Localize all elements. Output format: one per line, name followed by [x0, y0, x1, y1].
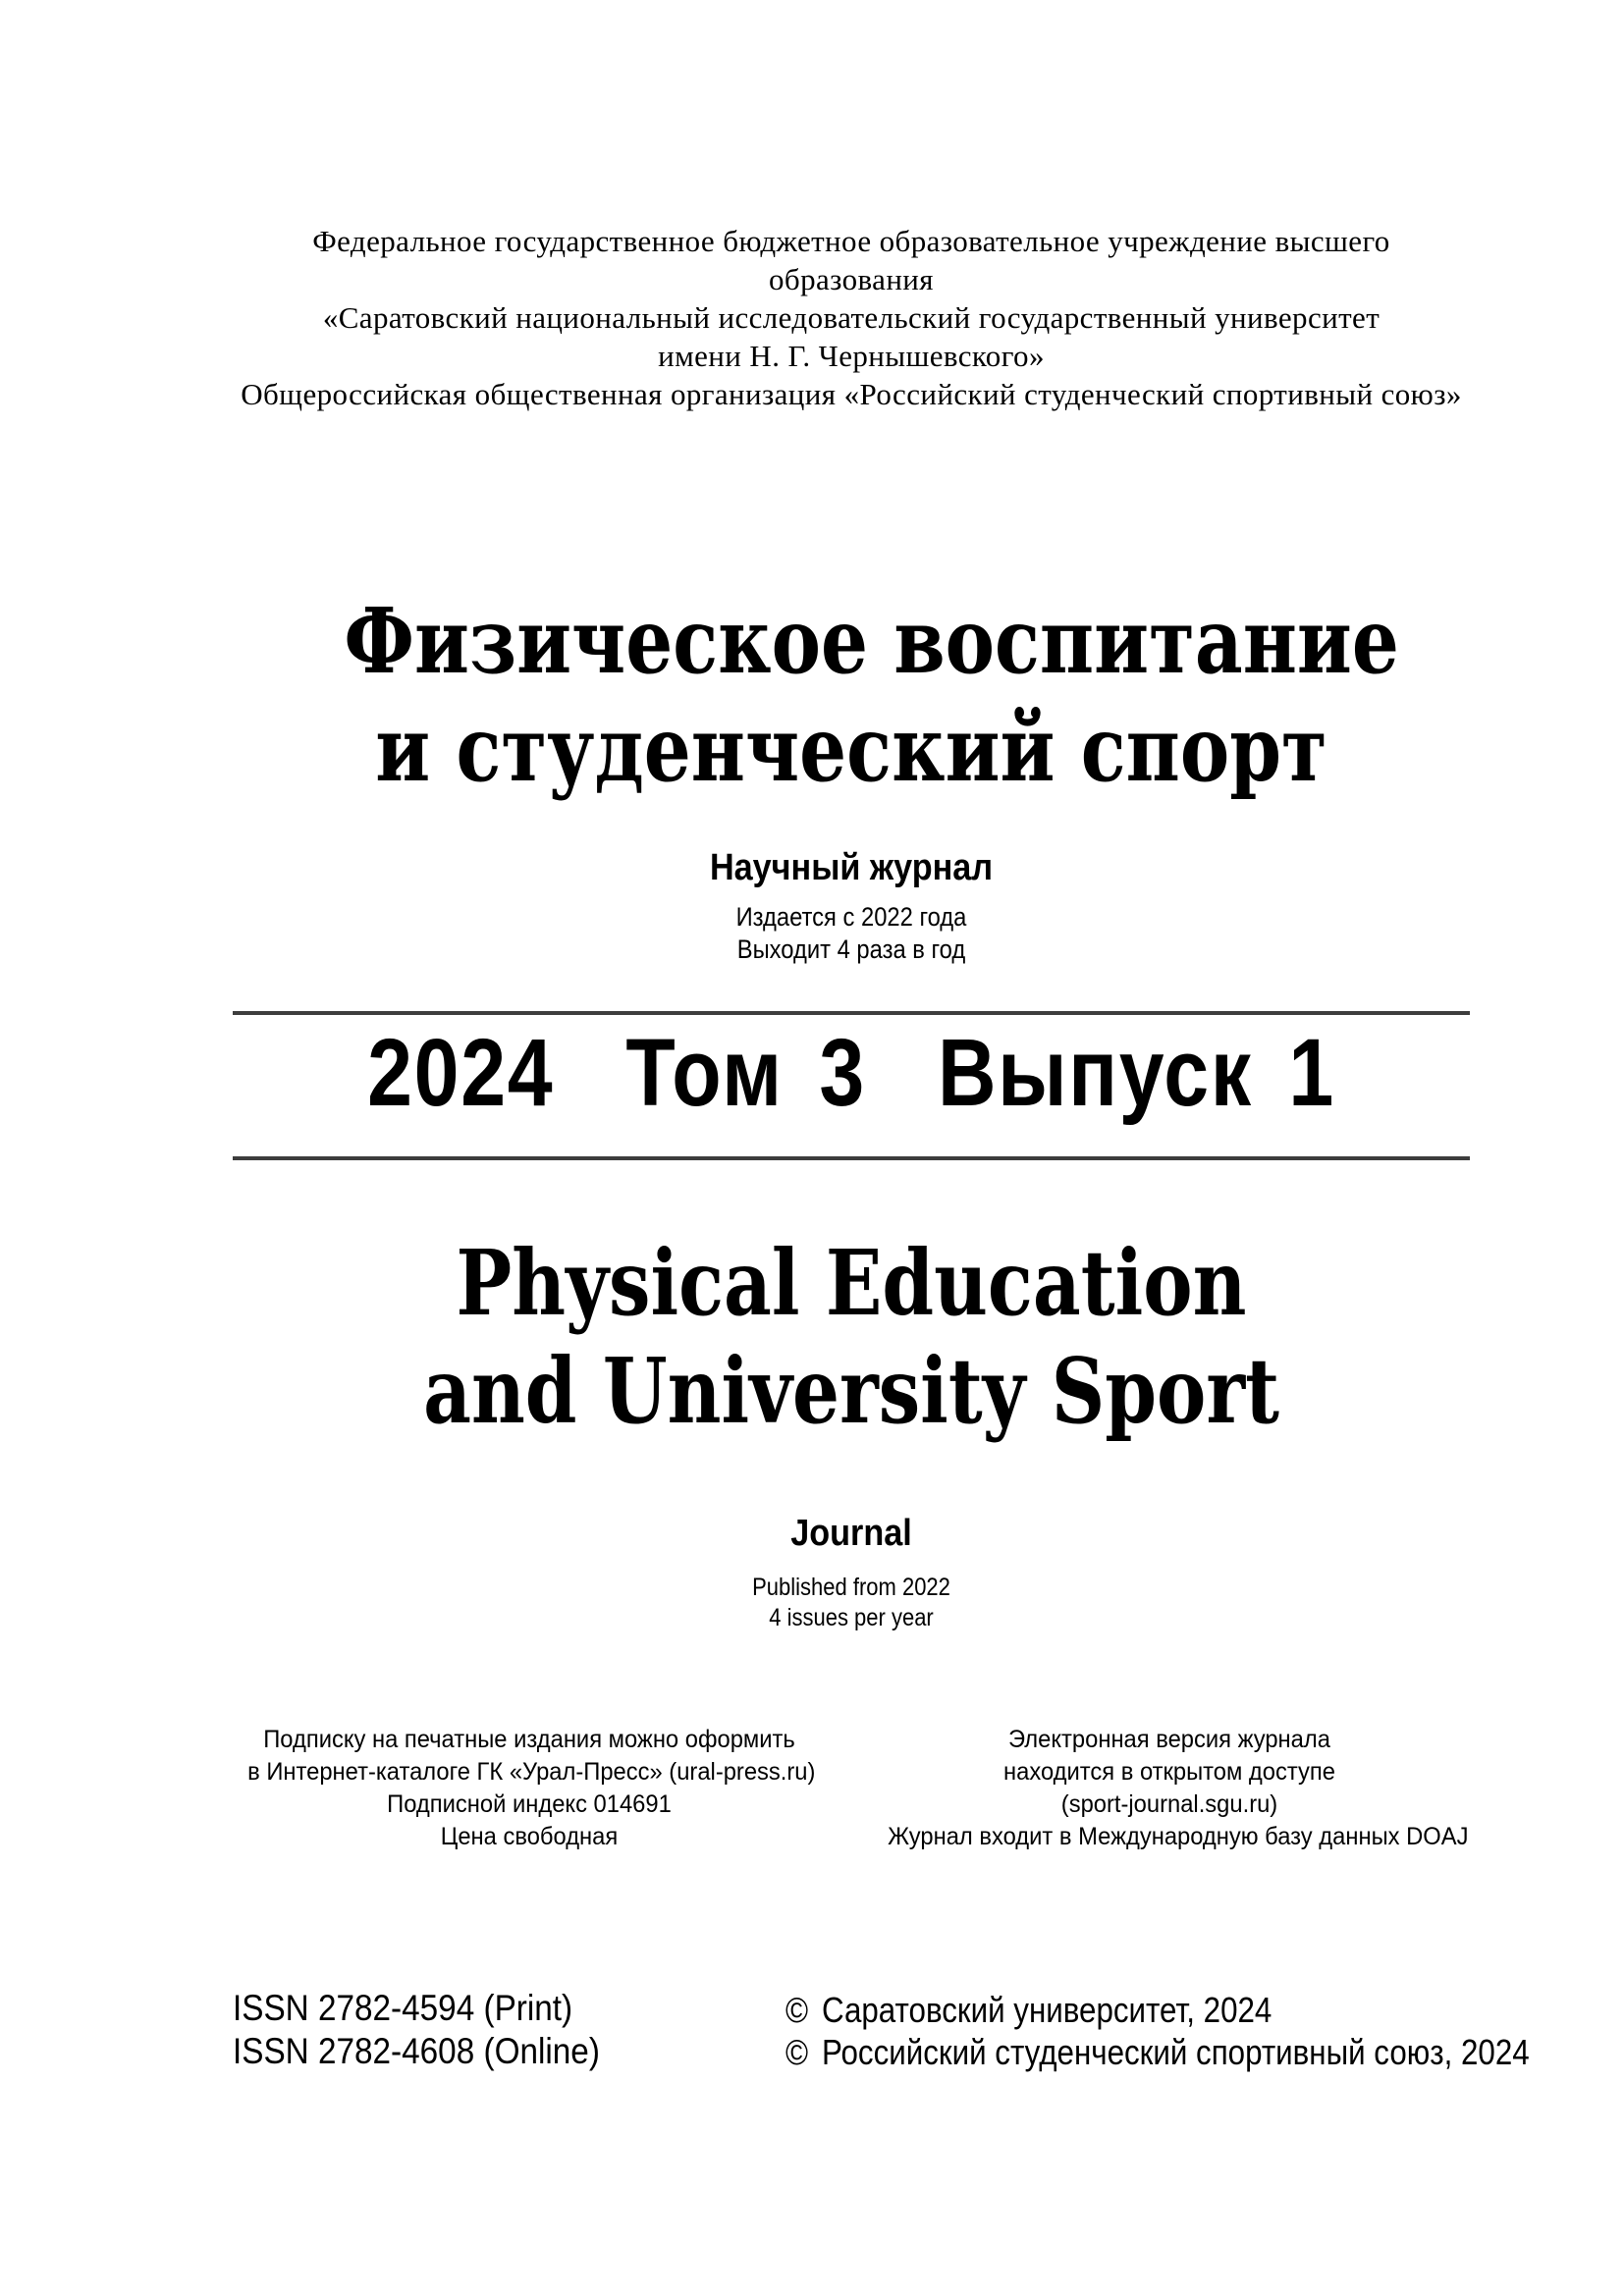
online-access-line: Электронная версия журнала — [1008, 1726, 1330, 1753]
distribution-info — [233, 1724, 1470, 1861]
subscription-info — [247, 1724, 816, 1853]
online-access-line: (sport-journal.sgu.ru) — [1060, 1790, 1278, 1818]
journal-title-english-line1: Physical Education — [456, 1230, 1247, 1336]
content-column — [233, 0, 1530, 2296]
divider-rule-top — [233, 1011, 1470, 1015]
subscription-line: Подписной индекс 014691 — [387, 1790, 672, 1818]
issuance-info-english — [233, 1573, 1470, 1633]
issn-online: ISSN 2782-4608 (Online) — [233, 2031, 600, 2071]
published-since-russian: Издается с 2022 года — [735, 902, 967, 932]
publisher-line: Общероссийская общественная организация «Российский студенческий спортивный союз» — [241, 377, 1462, 411]
journal-title-russian-line2: и студенческий спорт — [375, 696, 1327, 802]
publisher-line: «Саратовский национальный исследовательский государственный университет — [322, 300, 1380, 335]
divider-rule-bottom — [233, 1156, 1470, 1160]
issuance-info-russian — [233, 901, 1470, 966]
subscription-line: Подписку на печатные издания можно оформить — [263, 1726, 795, 1753]
copyright-block — [785, 1989, 1624, 2073]
journal-title-russian-line1: Физическое воспитание — [344, 588, 1399, 694]
issn-block — [233, 1987, 640, 2073]
online-access-line: находится в открытом доступе — [1003, 1758, 1335, 1786]
frequency-russian: Выходит 4 раза в год — [736, 934, 966, 964]
copyright-line — [785, 1989, 1530, 2031]
copyright-text: Российский студенческий спортивный союз, 2024 — [822, 2032, 1530, 2072]
frequency-english: 4 issues per year — [769, 1604, 934, 1631]
journal-title-english — [233, 1229, 1470, 1445]
journal-type-russian: Научный журнал — [709, 847, 994, 888]
publisher-header — [233, 222, 1470, 413]
copyright-text: Саратовский университет, 2024 — [822, 1990, 1272, 2030]
journal-type-english: Journal — [790, 1513, 912, 1554]
journal-title-english-line2: and University Sport — [423, 1338, 1279, 1444]
copyright-icon: © — [785, 1990, 809, 2030]
journal-title-russian — [233, 587, 1470, 803]
copyright-icon: © — [785, 2032, 809, 2072]
publisher-line: Федеральное государственное бюджетное образовательное учреждение высшего образования — [312, 224, 1390, 296]
copyright-line — [785, 2031, 1530, 2073]
online-access-line: Журнал входит в Международную базу данных DOAJ — [888, 1823, 1469, 1850]
online-access-info — [888, 1724, 1469, 1853]
issn-print: ISSN 2782-4594 (Print) — [233, 1988, 573, 2028]
subscription-line: Цена свободная — [440, 1823, 619, 1850]
subscription-line: в Интернет-каталоге ГК «Урал-Пресс» (ural-press.ru) — [247, 1758, 816, 1786]
published-since-english: Published from 2022 — [752, 1574, 950, 1601]
volume-issue-line: 2024 Том 3 Выпуск 1 — [367, 1019, 1335, 1126]
publisher-line: имени Н. Г. Чернышевского» — [658, 339, 1045, 373]
